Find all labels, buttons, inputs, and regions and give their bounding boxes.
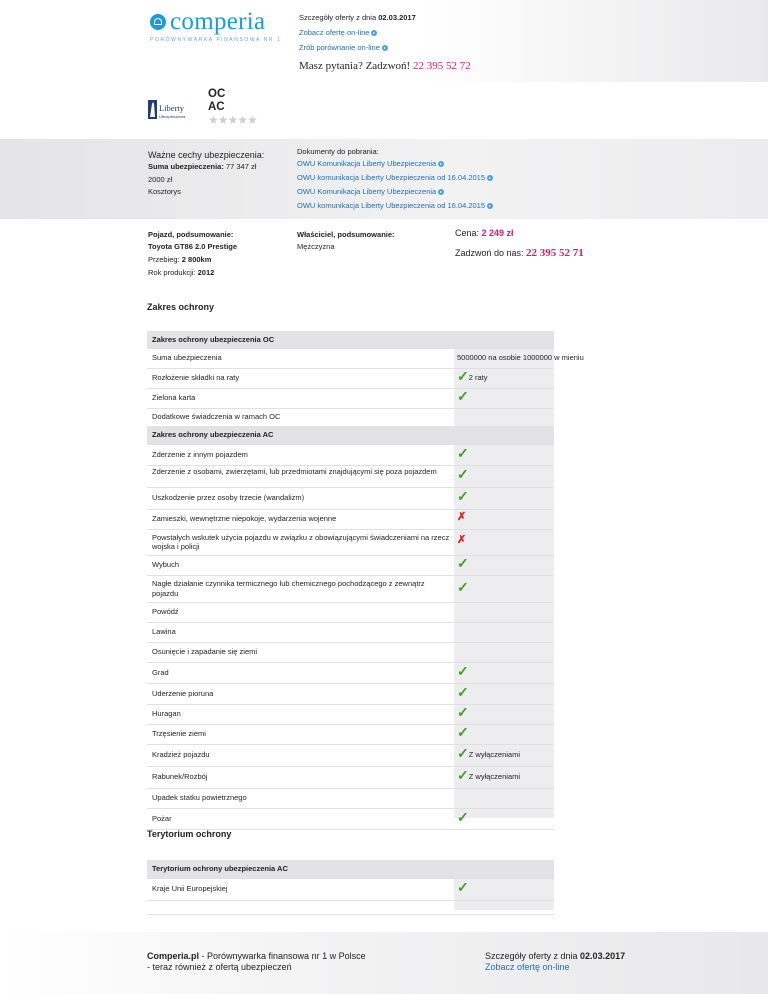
call-us: Zadzwoń do nas: 22 395 52 71: [455, 247, 584, 259]
table-row: [147, 602, 554, 623]
row-label: Osunięcie i zapadanie się ziemi: [152, 647, 258, 657]
header-phone[interactable]: 22 395 52 72: [412, 60, 471, 72]
contact-question: Masz pytania? Zadzwoń! 22 395 52 72: [299, 60, 471, 72]
check-icon: ✓: [457, 808, 469, 825]
document-link[interactable]: OWU komunikacja Liberty Ubezpieczenia od 16.04.2015: [297, 173, 493, 182]
liberty-logo: [147, 98, 197, 122]
row-label: Terytorium ochrony ubezpieczenia AC: [152, 864, 288, 874]
row-value: [457, 370, 488, 383]
feature-line: Kosztorys: [148, 187, 181, 196]
svg-text:Ubezpieczenia: Ubezpieczenia: [159, 114, 186, 119]
row-value-text: Z wyłączeniami: [468, 772, 520, 781]
row-label: Zderzenie z innym pojazdem: [152, 449, 248, 459]
features-title: Ważne cechy ubezpieczenia:: [148, 150, 265, 160]
feature-line: 2000 zł: [148, 175, 173, 184]
check-icon: ✓: [457, 368, 469, 384]
page-footer: [0, 932, 768, 994]
check-icon: ✓: [457, 578, 469, 595]
product-block: [0, 82, 768, 139]
table-row: [147, 465, 554, 488]
row-label: Wybuch: [152, 560, 180, 570]
owner-summary-title: Właściciel, podsumowanie:: [297, 230, 395, 239]
table-row: [147, 766, 554, 789]
row-label: Suma ubezpieczenia: [152, 353, 222, 363]
row-label: Pożar: [152, 813, 172, 823]
call-phone[interactable]: 22 395 52 71: [526, 247, 584, 259]
row-value: [457, 490, 469, 503]
row-label: Trzęsienie ziemi: [152, 729, 206, 739]
footer-tagline: - teraz również z ofertą ubezpieczeń: [147, 962, 292, 972]
row-label: Zielona karta: [152, 393, 196, 403]
footer-see-online-link[interactable]: Zobacz ofertę on-line: [485, 962, 570, 972]
row-value-text: Z wyłączeniami: [468, 750, 520, 759]
row-value: [457, 881, 469, 894]
svg-text:Liberty: Liberty: [159, 103, 185, 113]
row-value: [457, 808, 469, 825]
row-label: Powódź: [152, 607, 179, 617]
row-value: [457, 444, 469, 461]
price: Cena: 2 249 zł: [455, 228, 514, 238]
offer-date: 02.03.2017: [378, 13, 416, 22]
document-link[interactable]: OWU komunikacja Liberty Ubezpieczenia od 16.04.2015: [297, 201, 493, 210]
table-row: [147, 368, 554, 389]
row-label: Zakres ochrony ubezpieczenia OC: [152, 334, 275, 344]
logo-text: comperia: [170, 8, 266, 35]
row-label: Grad: [152, 667, 169, 677]
compare-online-link[interactable]: Zrób porównanie on-line: [299, 43, 388, 52]
table-row: [147, 704, 554, 725]
table-row: [147, 555, 554, 576]
table-row: [147, 444, 554, 466]
coverage-title: Zakres ochrony: [147, 302, 215, 312]
vehicle-summary-title: Pojazd, podsumowanie:: [148, 230, 234, 239]
check-icon: ✓: [457, 466, 469, 482]
logo-subtitle: PORÓWNYWARKA FINANSOWA NR 1: [150, 37, 282, 43]
table-row: [147, 724, 554, 745]
arrow-right-icon: [438, 189, 444, 195]
table-row: [147, 348, 584, 369]
owner-gender: Mężczyzna: [297, 242, 335, 251]
comperia-bell-icon: [150, 14, 166, 30]
check-icon: ✓: [457, 879, 469, 895]
vehicle-name: Toyota GT86 2.0 Prestige: [148, 242, 238, 251]
cross-icon: ✗: [457, 534, 467, 546]
footer-offer-date: Szczegóły oferty z dnia 02.03.2017: [485, 951, 626, 961]
row-value: [457, 769, 520, 782]
row-value: [457, 390, 469, 403]
row-value: [457, 578, 469, 595]
check-icon: ✓: [457, 683, 469, 700]
table-row: [147, 788, 554, 809]
row-label: Lawina: [152, 627, 176, 637]
sum-insured: Suma ubezpieczenia: 77 347 zł: [148, 162, 257, 171]
document-link[interactable]: OWU Komunikacja Liberty Ubezpieczenia: [297, 159, 444, 168]
arrow-right-icon: [371, 30, 377, 36]
features-band: [0, 139, 768, 219]
table-row: [147, 575, 554, 603]
rating-stars: ★★★★★: [208, 113, 257, 127]
table-row: [147, 487, 554, 510]
see-online-link[interactable]: Zobacz ofertę on-line: [299, 28, 377, 37]
check-icon: ✓: [457, 555, 469, 571]
table-row: [147, 808, 554, 830]
cross-icon: ✗: [457, 511, 467, 523]
check-icon: ✓: [457, 388, 469, 404]
check-icon: ✓: [457, 488, 469, 504]
table-row: [147, 683, 554, 705]
row-label: Zamieszki, wewnętrzne niepokoje, wydarzenia wojenne: [152, 514, 337, 524]
document-link[interactable]: OWU Komunikacja Liberty Ubezpieczenia: [297, 187, 444, 196]
table-row: [147, 509, 554, 530]
row-label: Nagłe działanie czynnika termicznego lub chemicznego pochodzącego z zewnątrz pojazdu: [152, 579, 425, 598]
table-row: [147, 388, 554, 409]
check-icon: ✓: [457, 724, 469, 740]
row-value: [457, 747, 520, 760]
row-label: Rozłożenie składki na raty: [152, 373, 240, 383]
check-icon: ✓: [457, 767, 469, 783]
check-icon: ✓: [457, 662, 469, 679]
arrow-right-icon: [487, 175, 493, 181]
row-label: Zderzenie z osobami, zwierzętami, lub przedmiotami znajdującymi się poza pojazdem: [152, 466, 437, 476]
product-line-ac: AC: [208, 101, 225, 113]
vehicle-mileage: Przebieg: 2 800km: [148, 255, 212, 264]
table-row: [147, 622, 554, 643]
row-value-text: 5000000 na osobie 1000000 w mieniu: [457, 353, 584, 362]
table-section-header: [147, 331, 554, 349]
row-label: Kraje Unii Europejskiej: [152, 884, 228, 894]
row-value: [457, 683, 469, 700]
check-icon: ✓: [457, 745, 469, 761]
documents-title: Dokumenty do pobrania:: [297, 147, 379, 156]
table-row: [147, 900, 554, 915]
row-value: [457, 353, 584, 362]
row-label: Huragan: [152, 709, 181, 719]
check-icon: ✓: [457, 444, 469, 461]
row-value-text: 2 raty: [468, 373, 488, 382]
row-label: Dodatkowe świadczenia w ramach OC: [152, 412, 281, 422]
page-header: [0, 0, 768, 82]
table-row: [147, 744, 554, 767]
arrow-right-icon: [487, 203, 493, 209]
vehicle-year: Rok produkcji: 2012: [148, 268, 215, 277]
row-label: Uszkodzenie przez osoby trzecie (wandalizm): [152, 493, 305, 503]
row-value: [457, 706, 469, 719]
table-row: [147, 529, 554, 556]
arrow-right-icon: [438, 161, 444, 167]
footer-brand-line: Comperia.pl - Porównywarka finansowa nr 1 w Polsce: [147, 951, 366, 961]
row-value: [457, 534, 466, 546]
row-value: [457, 662, 469, 679]
table-row: [147, 642, 554, 663]
table-row: [147, 408, 554, 427]
row-value: [457, 557, 469, 570]
row-value: [457, 511, 466, 523]
table-section-header: [147, 426, 554, 445]
row-label: Kradzież pojazdu: [152, 750, 210, 760]
offer-date-line: Szczegóły oferty z dnia 02.03.2017: [299, 13, 416, 22]
row-label: Upadek statku powietrznego: [152, 793, 247, 803]
row-value: [457, 468, 469, 481]
table-row: [147, 878, 554, 901]
territory-title: Terytorium ochrony: [147, 829, 232, 839]
check-icon: ✓: [457, 704, 469, 720]
row-label: Rabunek/Rozbój: [152, 772, 208, 782]
table-section-header: [147, 860, 554, 879]
table-row: [147, 662, 554, 684]
row-label: Powstałych wskutek użycia pojazdu w związku z obowiązującymi świadczeniami na rzecz wojska i policji: [152, 532, 450, 551]
product-line-oc: OC: [208, 88, 226, 100]
row-label: Uderzenie pioruna: [152, 688, 214, 698]
row-value: [457, 726, 469, 739]
row-label: Zakres ochrony ubezpieczenia AC: [152, 430, 274, 440]
arrow-right-icon: [382, 45, 388, 51]
